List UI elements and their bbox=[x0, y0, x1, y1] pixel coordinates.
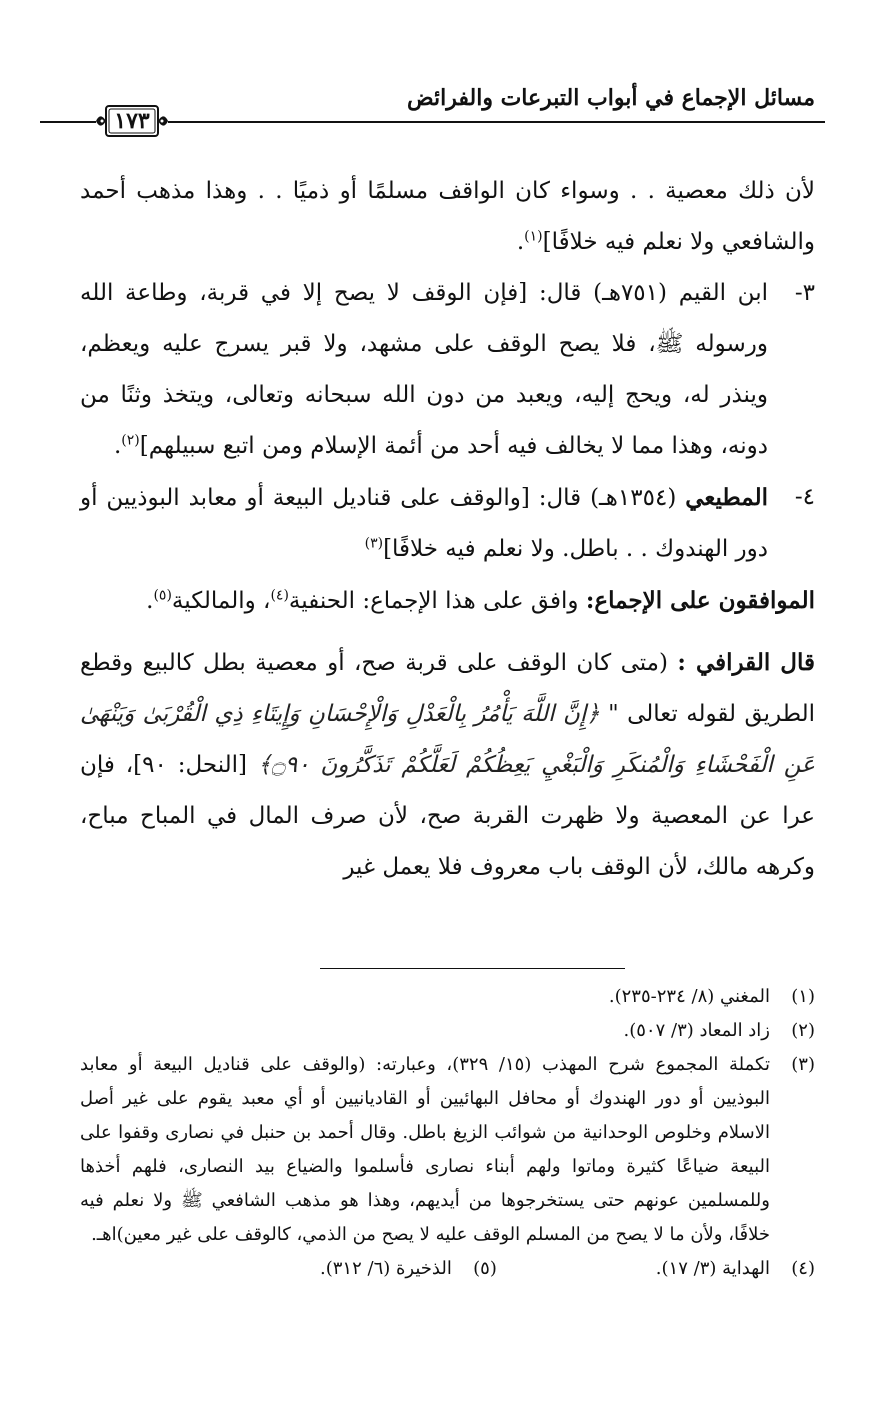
footnote-2: (٢) زاد المعاد (٣/ ٥٠٧). bbox=[623, 1020, 815, 1041]
footnote-ref-3: (٣) bbox=[364, 535, 384, 552]
footnote-ref-1: (١) bbox=[524, 228, 543, 245]
footnote-3: (٣) تكملة المجموع شرح المهذب (١٥/ ٣٢٩)، وعبارته: (والوقف على قناديل البيعة أو معابد البوذيين أو دور الهندوك أو محافل البهائيين أو القاديانيين أو أي معبد يقوم على غير أصل الاسلام وخلوص الوحدانية من شوائب الزيغ باطل. وقال أحمد بن حنبل في نصارى وقفوا على البيعة ضياعًا كثيرة وماتوا ولهم أبناء نصارى فأسلموا والضياع بيد النصارى، فلهم أخذها وللمسلمين عونهم حتى يستخرجوها من أيديهم، وهذا هو مذهب الشافعي ﷺ ولا نعلم فيه خلافًا، ولأن ما لا يصح من المسلم الوقف عليه لا يصح من الذمي، كالوقف على غير معين)اهـ. bbox=[80, 1054, 815, 1245]
item-number-4: ٤- bbox=[794, 484, 815, 510]
footnote-row-4-5 bbox=[80, 1252, 815, 1286]
footnote-ref-4: (٤) bbox=[270, 587, 289, 604]
item-number-3: ٣- bbox=[794, 280, 815, 306]
list-item-3: ٣- ابن القيم (٧٥١هـ) قال: [فإن الوقف لا يصح إلا في قربة، وطاعة الله ورسوله ﷺ، فلا يصح الوقف على مشهد، ولا قبر يسرج عليه ويعظم، وينذر له، ويحج إليه، ويعبد من دون الله سبحانه وتعالى، ويتخذ وثنًا من دونه، وهذا مما لا يخالف فيه أحد من أئمة الإسلام ومن اتبع سبيلهم]$^{(٢)}$. bbox=[80, 268, 815, 472]
page-number: ١٧٣ bbox=[114, 108, 150, 134]
footnote-ref-2: (٢) bbox=[121, 432, 140, 449]
list-item-4 bbox=[80, 472, 815, 575]
footnotes bbox=[80, 980, 815, 1286]
footnote-5: (٥) الذخيرة (٦/ ٣١٢). bbox=[320, 1258, 497, 1279]
item-4-text: (١٣٥٤هـ) قال: [والوقف على قناديل البيعة أو معابد البوذيين أو دور الهندوك . . باطل. ولا نعلم فيه خلافًا] bbox=[80, 485, 768, 562]
item-3-text: ابن القيم (٧٥١هـ) قال: [فإن الوقف لا يصح إلا في قربة، وطاعة الله ورسوله ﷺ، فلا يصح الوقف على مشهد، ولا قبر يسرج عليه ويعظم، وينذر له، ويحج إليه، ويعبد من دون الله سبحانه وتعالى، ويتخذ وثنًا من دونه، وهذا مما لا يخالف فيه أحد من أئمة الإسلام ومن اتبع سبيلهم] bbox=[80, 280, 769, 459]
footnote-1: (١) المغني (٨/ ٢٣٤-٢٣٥). bbox=[608, 986, 815, 1007]
running-title: مسائل الإجماع في أبواب التبرعات والفرائض bbox=[407, 85, 815, 111]
quran-verse: ﴿إِنَّ اللَّهَ يَأْمُرُ بِالْعَدْلِ وَالْإِحْسَانِ وَإِيتَاءِ ذِي الْقُرْبَىٰ وَيَنْهَىٰ عَنِ الْفَحْشَاءِ وَالْمُنكَرِ وَالْبَغْيِ يَعِظُكُمْ لَعَلَّكُمْ تَذَكَّرُونَ ۝٩٠﴾ bbox=[80, 701, 816, 778]
main-text bbox=[80, 166, 815, 893]
qarafi-paragraph: قال القرافي : (متى كان الوقف على قربة صح، أو معصية بطل كالبيع وقطع الطريق لقوله تعالى " ﴿إِنَّ اللَّهَ يَأْمُرُ بِالْعَدْلِ وَالْإِحْسَانِ وَإِيتَاءِ ذِي الْقُرْبَىٰ وَيَنْهَىٰ عَنِ الْفَحْشَاءِ وَالْمُنكَرِ وَالْبَغْيِ يَعِظُكُمْ لَعَلَّكُمْ تَذَكَّرُونَ ۝٩٠﴾ [النحل: ٩٠]، فإن عرا عن المعصية ولا ظهرت القربة صح، لأن صرف المال في المباح مباح، وكرهه مالك، لأن الوقف باب معروف فلا يعمل غير bbox=[80, 649, 816, 880]
footnote-ref-5: (٥) bbox=[153, 587, 172, 604]
footnote-separator bbox=[320, 968, 625, 969]
paragraph-1: لأن ذلك معصية . . وسواء كان الواقف مسلمًا أو ذميًا . . وهذا مذهب أحمد والشافعي ولا نعلم فيه خلافًا]$^{(١)}$. bbox=[80, 178, 815, 255]
item-4-name: المطيعي bbox=[685, 484, 768, 511]
agreement-paragraph: الموافقون على الإجماع: وافق على هذا الإجماع: الحنفية$^{(٤)}$، والمالكية$^{(٥)}$. bbox=[146, 587, 815, 614]
qarafi-label: قال القرافي : bbox=[677, 649, 816, 676]
agreement-label: الموافقون على الإجماع: bbox=[585, 587, 815, 614]
page-number-ornament bbox=[96, 103, 168, 139]
footnote-4: (٤) الهداية (٣/ ١٧). bbox=[655, 1258, 815, 1279]
